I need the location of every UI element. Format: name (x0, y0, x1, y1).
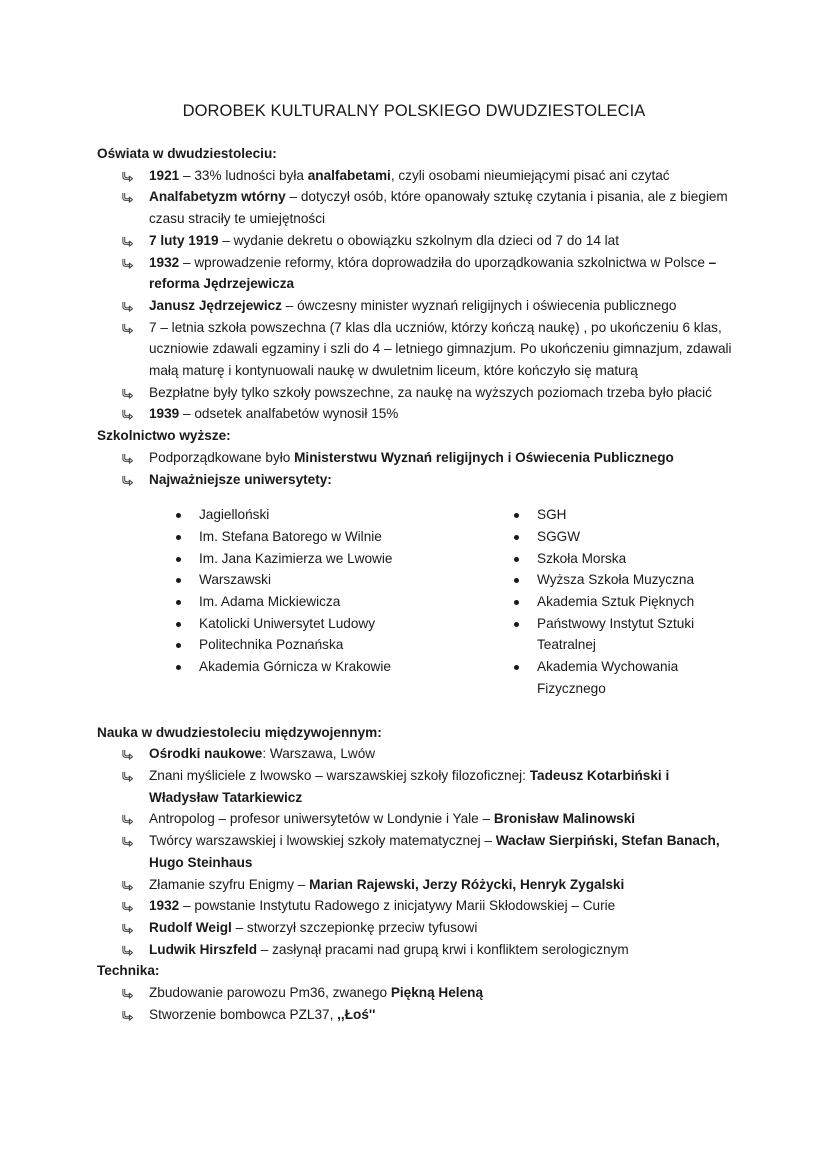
bullet-dot-icon (514, 578, 519, 583)
university-item (171, 504, 409, 526)
emphasis-text: Najważniejsze uniwersytety: (149, 471, 332, 487)
university-item (509, 504, 717, 526)
item-text: – 33% ludności była (179, 167, 308, 183)
universities-left-list (171, 504, 437, 699)
curved-arrow-bullet-icon (121, 899, 134, 912)
curved-arrow-bullet-icon (121, 1008, 134, 1021)
list-item (97, 403, 737, 425)
bullet-dot-icon (514, 622, 519, 627)
university-name: Akademia Sztuk Pięknych (537, 594, 695, 610)
university-name: Wyższa Szkoła Muzyczna (537, 572, 695, 588)
curved-arrow-bullet-icon (121, 407, 134, 420)
item-text: – dotyczył osób, które opanowały sztukę czytania i pisania, ale z biegiem czasu straciły te umiejętności (149, 189, 728, 227)
emphasis-text: Piękną Heleną (390, 985, 484, 1001)
item-text: , czyli osobami nieumiejącymi pisać ani czytać (390, 167, 670, 183)
university-name: Akademia Górnicza w Krakowie (199, 659, 391, 675)
bullet-dot-icon (514, 535, 519, 540)
university-name: SGGW (537, 528, 581, 544)
list-item (97, 317, 737, 382)
university-name: Im. Adama Mickiewicza (199, 594, 341, 610)
emphasis-text: Rudolf Weigl (149, 919, 232, 935)
list-item (97, 895, 737, 917)
item-text: – powstanie Instytutu Radowego z inicjatywy Marii Skłodowskiej – Curie (179, 898, 616, 914)
list-item (97, 982, 737, 1004)
technika-list (97, 982, 737, 1025)
bullet-dot-icon (176, 535, 181, 540)
page-title: DOROBEK KULTURALNY POLSKIEGO DWUDZIESTOLECIA (182, 102, 646, 120)
emphasis-text: Bronisław Malinowski (493, 811, 636, 827)
item-text: – ówczesny minister wyznań religijnych i oświecenia publicznego (281, 297, 677, 313)
university-name: Jagielloński (199, 507, 270, 523)
bullet-dot-icon (514, 600, 519, 605)
list-item (97, 382, 737, 404)
university-item (509, 613, 717, 656)
emphasis-text: Janusz Jędrzejewicz (149, 297, 282, 313)
university-name: Im. Jana Kazimierza we Lwowie (199, 550, 393, 566)
university-item (171, 526, 409, 548)
emphasis-text: Ośrodki naukowe (149, 746, 263, 762)
item-text: 7 – letnia szkoła powszechna (7 klas dla uczniów, którzy kończą naukę) , po ukończeniu 6 klas, uczniowie zdawali egzaminy i szli do 4 – letniego gimnazjum. Po ukończeniu gimnazjum, zdawali małą maturę i kontynuowali naukę w dwuletnim liceum, które kończyło się maturą (149, 319, 732, 379)
university-item (171, 613, 409, 635)
curved-arrow-bullet-icon (121, 321, 134, 334)
bullet-dot-icon (176, 578, 181, 583)
bullet-dot-icon (176, 622, 181, 627)
curved-arrow-bullet-icon (121, 256, 134, 269)
szkolnictwo-list (97, 447, 737, 490)
university-name: Szkoła Morska (537, 550, 627, 566)
curved-arrow-bullet-icon (121, 812, 134, 825)
list-item (97, 295, 737, 317)
emphasis-text: 1939 (149, 406, 180, 422)
item-text: : Warszawa, Lwów (262, 746, 376, 762)
curved-arrow-bullet-icon (121, 878, 134, 891)
university-name: Politechnika Poznańska (199, 637, 344, 653)
item-text: – zasłynął pracami nad grupą krwi i konfliktem serologicznym (257, 941, 629, 957)
document-body (97, 143, 737, 1025)
list-item (97, 874, 737, 896)
list-item (97, 252, 737, 295)
emphasis-text: Tadeusz Kotarbiński i Władysław Tatarkiewicz (149, 767, 670, 805)
university-item (509, 656, 717, 699)
list-item (97, 765, 737, 808)
item-text: Stworzenie bombowca PZL37, (149, 1006, 338, 1022)
bullet-dot-icon (176, 513, 181, 518)
section-heading-szkolnictwo: Szkolnictwo wyższe: (97, 428, 231, 444)
emphasis-text: 1921 (149, 167, 180, 183)
oswiata-list (97, 165, 737, 425)
curved-arrow-bullet-icon (121, 921, 134, 934)
item-text: Bezpłatne były tylko szkoły powszechne, za naukę na wyższych poziomach trzeba było płacić (149, 384, 712, 400)
university-item (171, 634, 409, 656)
list-item (97, 469, 737, 491)
bullet-dot-icon (176, 600, 181, 605)
emphasis-text: – reforma Jędrzejewicza (149, 254, 717, 292)
curved-arrow-bullet-icon (121, 769, 134, 782)
bullet-dot-icon (176, 643, 181, 648)
item-text: Podporządkowane było (149, 449, 295, 465)
universities-right-list (509, 504, 709, 699)
university-name: Państwowy Instytut Sztuki Teatralnej (537, 615, 695, 653)
curved-arrow-bullet-icon (121, 451, 134, 464)
item-text: Antropolog – profesor uniwersytetów w Londynie i Yale – (149, 811, 494, 827)
bullet-dot-icon (514, 513, 519, 518)
curved-arrow-bullet-icon (121, 834, 134, 847)
university-name: Katolicki Uniwersytet Ludowy (199, 615, 376, 631)
universities-columns (97, 504, 737, 699)
curved-arrow-bullet-icon (121, 943, 134, 956)
emphasis-text: 1932 (149, 898, 180, 914)
curved-arrow-bullet-icon (121, 299, 134, 312)
bullet-dot-icon (514, 557, 519, 562)
university-name: Warszawski (199, 572, 271, 588)
curved-arrow-bullet-icon (121, 386, 134, 399)
section-heading-oswiata: Oświata w dwudziestoleciu: (97, 146, 277, 161)
curved-arrow-bullet-icon (121, 169, 134, 182)
item-text: Twórcy warszawskiej i lwowskiej szkoły matematycznej – (149, 833, 496, 849)
list-item (97, 830, 737, 873)
bullet-dot-icon (514, 665, 519, 670)
curved-arrow-bullet-icon (121, 473, 134, 486)
bullet-dot-icon (176, 557, 181, 562)
section-heading-technika: Technika: (97, 963, 160, 979)
university-item (171, 569, 409, 591)
section-heading-nauka: Nauka w dwudziestoleciu międzywojennym: (97, 724, 382, 740)
list-item (97, 230, 737, 252)
emphasis-text: Marian Rajewski, Jerzy Różycki, Henryk Zygalski (309, 876, 625, 892)
emphasis-text: ,,Łoś'' (337, 1006, 376, 1022)
item-text: Zbudowanie parowozu Pm36, zwanego (149, 985, 391, 1001)
university-item (171, 548, 409, 570)
university-name: SGH (537, 507, 567, 523)
emphasis-text: 7 luty 1919 (149, 232, 219, 248)
curved-arrow-bullet-icon (121, 190, 134, 203)
university-name: Im. Stefana Batorego w Wilnie (199, 528, 382, 544)
list-item (97, 939, 737, 961)
list-item (97, 1004, 737, 1026)
university-item (509, 591, 717, 613)
list-item (97, 808, 737, 830)
item-text: Złamanie szyfru Enigmy – (149, 876, 310, 892)
university-item (509, 526, 717, 548)
emphasis-text: Ministerstwu Wyznań religijnych i Oświecenia Publicznego (294, 449, 674, 465)
item-text: – wprowadzenie reformy, która doprowadziła do uporządkowania szkolnictwa w Polsce (179, 254, 709, 270)
university-item (509, 569, 717, 591)
list-item (97, 917, 737, 939)
list-item (97, 186, 737, 229)
emphasis-text: Ludwik Hirszfeld (149, 941, 258, 957)
emphasis-text: analfabetami (307, 167, 391, 183)
item-text: Znani myśliciele z lwowsko – warszawskiej szkoły filozoficznej: (149, 767, 530, 783)
list-item (97, 447, 737, 469)
curved-arrow-bullet-icon (121, 747, 134, 760)
list-item (97, 165, 737, 187)
emphasis-text: Wacław Sierpiński, Stefan Banach, Hugo Steinhaus (149, 833, 720, 870)
curved-arrow-bullet-icon (121, 234, 134, 247)
emphasis-text: Analfabetyzm wtórny (149, 189, 286, 205)
list-item (97, 743, 737, 765)
emphasis-text: 1932 (149, 254, 180, 270)
university-item (509, 548, 717, 570)
university-item (171, 656, 409, 678)
university-name: Akademia Wychowania Fizycznego (537, 659, 679, 696)
bullet-dot-icon (176, 665, 181, 670)
item-text: – stworzył szczepionkę przeciw tyfusowi (231, 919, 478, 935)
item-text: – wydanie dekretu o obowiązku szkolnym dla dzieci od 7 do 14 lat (218, 232, 620, 248)
university-item (171, 591, 409, 613)
item-text: – odsetek analfabetów wynosił 15% (179, 406, 399, 422)
curved-arrow-bullet-icon (121, 986, 134, 999)
nauka-list (97, 743, 737, 960)
